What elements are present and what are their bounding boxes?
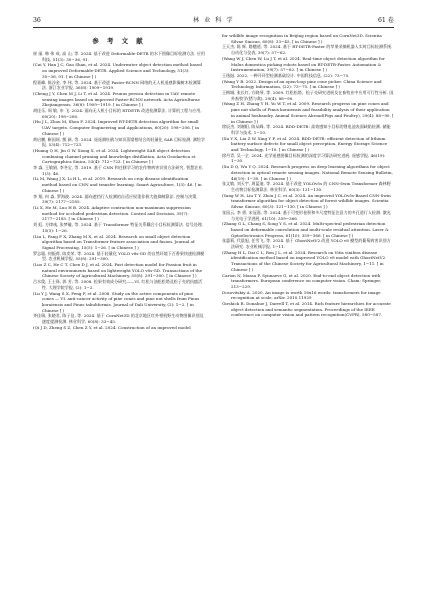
reference-entry: (Liu L, Fang F X, Zhang M X, et al. 2024. Research on small object detection algorithm based on Transformer feature association and fusion. Journal of Signal Processing, 15(5): 1−26. [ in Chinese ] ) [33, 233, 195, 250]
reference-entry: 王逸挺. 2022. 一种开环型检测基础设计. 中国科技信息, (22): 73−75. [222, 72, 350, 78]
reference-entry: 齐佳瑞, 张晓君, 陈子仪, 等. 2024. 基于 CornNet3D 的北京地区红外相机野生动物图像识别及速度提测检测. 林业科学, 60(8): 33−45. [33, 313, 204, 325]
reference-entry: (Huang Q H, Jin G W, Xiong X, et al. 2024. Lightweight SAR object detection combining channel pruning and knowledge distillation. Acta Geodaetica et Cartographica Sinica, 53(4): 712−723. [ in Chinese ] ) [33, 147, 196, 165]
reference-entry: (Wang Y B. 2022. Design of an open-loop pine cone picker. China Science and Technology Information, (22): 73−75. [ in Chinese ] ) [222, 78, 382, 90]
reference-entry: Carion N, Massa F, Synnaeve G, et al. 2020. End-to-end object detection with transformers. European conference on computer vision. Cham: Springer, 213−229. [222, 272, 382, 289]
page-number: 36 [33, 17, 41, 24]
reference-entry: 程嘉峰, 陈沙金, 李 伟, 等. 2024. 基于改进 Faster-RCNN 网络的无人机遥感影像树木检测算法. 浙江农业学报, 36(8): 1909−1919. [33, 79, 201, 91]
reference-entry: (Cheng J Y, Chen M J, Li T, et al. 2024. Prunus persica detection in UAV remote sensing images based on improved Faster-RCNN network. Acta Agriculturae Zhejiangensis, 36(8): 1909−1919. [ in Chinese ] ) [33, 90, 200, 108]
reference-entry: (Lu Y J, Wang S X, Peng F, et al. 2008. Study on the active components of pine cones — VI. anti-cancer activity of pine cones and pine nut shells from Pinus koraiensis and Pinus tabuliformis. Journal of Dali University, (2): 1−2. [ in Chinese ] ) [33, 290, 200, 313]
page-header [0, 0, 427, 30]
reference-entry: (Zhang G L, Chang S, Song Y S, et al. 2024. Multi-spectral pedestrian detection based on deformable convolution and multi-scale residual attention. Laser & Optoelectronics Progress, 61(10): 359−366. [ in Chinese ] ) [222, 221, 389, 238]
reference-entry: (Luo Z C, He C T, Chen D J, et al. 2024. Fast detection model for Passion fruit in natural environments based on lightweight YOLO v8s-GD. Transactions of the Chinese Society of Agricultural Machinery, 55(8): 291−300. [ in Chinese ] ) [33, 262, 202, 279]
reference-entry: 李 翔, 何 淼, 罗海波. 2024. 面向遮挡行人检测的自适应权重非极大值抑制算法. 控制与决策, 39(7): 2177−2185. [33, 193, 198, 205]
reference-entry: (Yang W H, Liu T Y, Zhou J C, et al. 2024. An improved YOLOv5s-Based CNN-Swin transformer algorithm for object detection of forest wildlife images. Scientia Silvae Sinicae, 60(3): 121−130. [ in Chinese ] ) [222, 192, 391, 210]
reference-entry: 王梅城, 张长红, 方晓琴, 等. 2009. 红松松塔、松子壳研究进展及在畜牧业中应用可行性分析. 国外畜牧学(猪与禽), 29(4): 88−90. [222, 90, 394, 101]
reference-entry: 李 淼, 王敏娟, 李冬宝, 等. 2019. 基于 CNN 和迁移学习的农作物病害识别方法研究. 智慧农业, 1(3): 46. [33, 165, 204, 176]
reference-entry: 罗志聪, 何振荷, 陈奕荣, 等. 2024. 基于轻量化 YOLO v8s-GD 的自然环境下百香果快速检测模型. 农业机械学报, 55(8): 291−300. [33, 250, 205, 262]
reference-entry: 徐丹青, 吴一全. 2024. 光学遥感图像目标检测的深度学习算法研究进展. 遥感学报, 46(19): 1−30. [222, 152, 386, 164]
reference-entry: (Li X, He M, Luo H B. 2024. Adaptive contraction non-maximum suppression method for occluded pedestrian detection. Control and Decision, 39(7): 2177−2185. [ in Chinese ] ) [33, 204, 191, 222]
reference-entry: (Li M, Wang J X, Li H L, et al. 2019. Research on crop disease identification method based on CNN and transfer learning. Smart Agriculture, 1(3): 46. [ in Chinese ] ) [33, 176, 202, 193]
reference-entry: Dosovitskiy A. 2020. An image is worth 16x16 words: transformers for image recognition at scale. arXiv. 2010.11929 [222, 289, 381, 301]
reference-entry: 刘 虹, 方律彧, 张梦璇, 等. 2024. 基于 Transformer 特征关系耦合小目标检测算法. 信号处理, 15(5): 1−26. [33, 222, 203, 233]
reference-entry: 黄启鹏, 靳国瑶, 熊 新, 等. 2024. 遥遥测杜鹃与知识蒸馏相结合的轻量化 SAR 目标检测. 测绘学报, 53(4): 712−723. [33, 136, 205, 148]
header-rule [33, 27, 394, 28]
references-column-left [33, 36, 205, 330]
reference-entry: Girshick R, Donahue J, Darrell T, et al. 2014. Rich feature hierarchies for accurate object detection and semantic segmentation. Proceedings of the IEEE conference on computer vision and pattern recognition(CVPR), 580−587. [222, 301, 391, 318]
reference-entry: 张惠莉, 代晨旭, 任雪飞, 等. 2024. 基于 GhostNetV2 改进 YOLO v8 模型的葡萄病害识别方法研究. 农业机械学报, 1−11. [222, 238, 391, 250]
reference-entry: (Zhang H L, Dai C L, Ren J L, et al. 2024. Research on Vitis vinifera disease identification method based on improved YOLO v8 model with GhostNetV2. Transactions of the Chinese Society for Agricultural Machinery, 1−11. [ in Chinese ] ) [222, 249, 387, 272]
reference-entry: 张文敏, 刘天宇, 周蓝迪, 等. 2024. 基于改进 YOLOv5s 的 CNN-Swin Transformer 森林野生动物目标检测算法. 林业科学, 60(3): 121−130. [222, 181, 391, 192]
reference-entry: 吕水俊, 王士驿, 郭 芳, 等. 2008. 松果有效成分研究——VI. 红松与油松松塔及松子壳的抗癌活性. 大理学院学报, (2): 1−2. [33, 279, 203, 290]
reference-entry: (Qi J D, Zheng S Z, Chen Z Y, et al. 2024. Construction of an improved model [33, 324, 191, 330]
reference-entry: 王天杰, 陈 辉, 路穗道, 等. 2024. 基于 RT-DETR-Faster 的苹果采摘机器人实时目标检测系统. 自动化与仪表, 39(7): 57−62. [222, 44, 393, 56]
reference-entry: (Xu D Q, Wu Y Q. 2024. Research progress on deep learning algorithms for object detection in optical remote sensing images. National Remote Sensing Bulletin, 46(19): 1−30. [ in Chinese ] ) [222, 164, 393, 181]
references-heading: 参 考 文 献 [92, 37, 146, 45]
journal-title: 林 业 科 学 [192, 17, 235, 24]
reference-entry: (Xu Y X, Liu Z W, Xing Y F, et al. 2024. BDD-DETR: efficient detection of lithium battery surface defects for small object perception. Energy Storage Science and Technology, 1−10. [ in Chinese ] ) [222, 135, 388, 153]
reference-entry: (Hu J L, Zhou M, Shen F. 2024. Improved RT-DETR detection algorithm for small UAV targets. Computer Engineering and Applications, 60(20): 198−206. [ in Chinese ] ) [33, 119, 199, 136]
references-column-right [222, 33, 394, 318]
reference-entry: 胡佳乐, 周 敏, 申 飞. 2024. 面向无人机小目标的 RTDETR 改进检测算法. 计算机工程与应用, 60(20): 198−206. [33, 108, 202, 119]
reference-entry: for wildlife image recognition in Beijing region based on CornNet3D. Scientia Silvae Sinicae, 60(8): 33−45. [ in Chinese ] ) [222, 33, 382, 44]
reference-entry: (Wang W J, Chen W, Lu J T, et al. 2024. Real-time object detection algorithm for Malus domestica picking robots based on RT-DETR-Faster. Automation & Instrumentation, 39(7): 57−62. [ in Chinese ] ) [222, 55, 385, 73]
reference-entry: (Cui Y, Han J C, Gao Shan, et al. 2024. Underwater object detection method based on improved Deformable-DETR. Applied Science and Technology, 51(3): 30−36, 91. [ in Chinese ] ) [33, 62, 202, 79]
volume-label: 61 卷 [377, 17, 394, 24]
reference-entry: 徐辰杰, 刘谢阳, 陈从峰, 等. 2024. BDD-DETR: 高效感知小目标的锂电池表面缺陷检测. 储能科学与技术, 1−10. [222, 124, 391, 135]
reference-entry: (Wang Z H, Zhang Y H, Yu W T, et al. 2009. Research progress on pine cones and pine nut shells of Pinus koraiensis and feasibility analysis of their application in animal husbandry. Animal Science Abroad(Pigs and Poultry), 29(4): 88−90. [ in Chinese ] ) [222, 101, 394, 124]
reference-entry: 张国云, 李 勇, 宋冠嘉, 等. 2024. 基于可变形卷积和多尺度特征注意力的多孔道行人检测. 激光与光电子学进展, 61(10): 359−366. [222, 209, 391, 221]
reference-entry: 崔 丽, 韩 伟 成, 高 山, 等. 2024. 基于改进 Deformable-DETR 的水下图像目标检测方法. 应用科技, 51(3): 30−36, 91. [33, 51, 205, 62]
